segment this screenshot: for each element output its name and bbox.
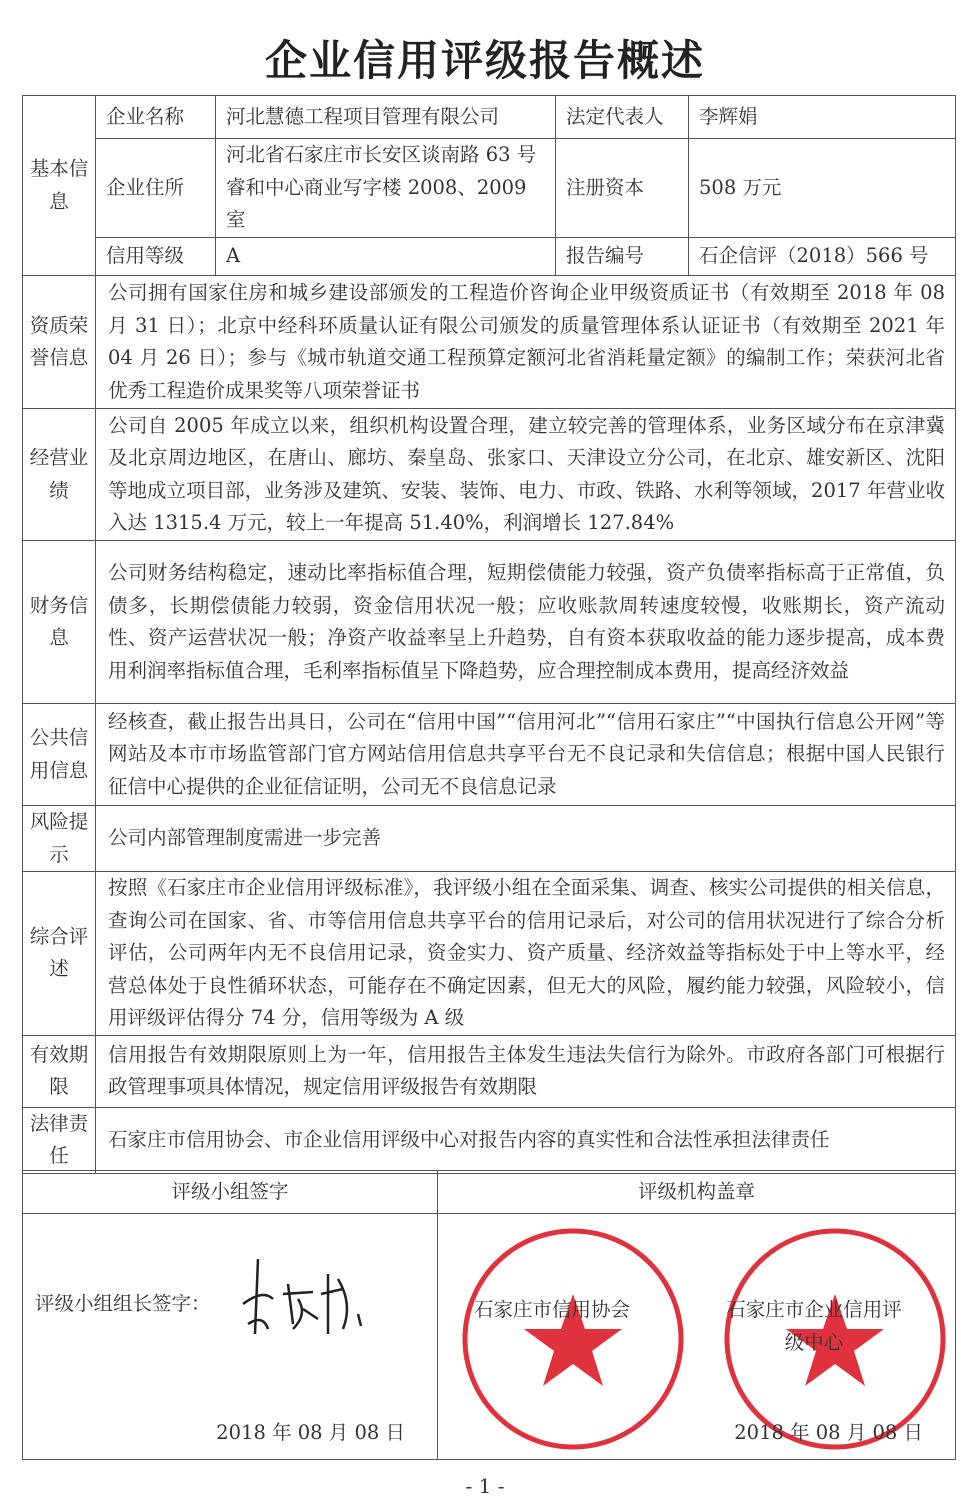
association-seal-icon xyxy=(458,1224,688,1454)
public-credit-text: 经核查，截止报告出具日，公司在“信用中国”“信用河北”“信用石家庄”“中国执行信息公开网”等网站及本市市场监管部门官方网站信用信息共享平台无不良记录和失信信息；根据中国人民银行征信中心提供的企业征信证明，公司无不良信息记录 xyxy=(96,704,956,806)
credit-grade-label: 信用等级 xyxy=(96,238,216,276)
report-number-label: 报告编号 xyxy=(556,238,689,276)
section-label: 资质荣誉信息 xyxy=(23,276,96,409)
seal-date: 2018 年 08 月 08 日 xyxy=(734,1420,923,1444)
report-table xyxy=(22,95,956,1174)
legal-rep: 李辉娟 xyxy=(689,96,956,139)
team-signature-header: 评级小组签字 xyxy=(23,1171,438,1214)
section-label: 综合评述 xyxy=(23,872,96,1036)
qualification-text: 公司拥有国家住房和城乡建设部颁发的工程造价咨询企业甲级资质证书（有效期至 2018 年 08 月 31 日）；北京中经科环质量认证有限公司颁发的质量管理体系认证证书（有效期至 2021 年 04 月 26 日）；参与《城市轨道交通工程预算定额河北省消耗量定额》的编制工作；荣获河北省优秀工程造价成果奖等八项荣誉证书 xyxy=(96,276,956,409)
legal-text: 石家庄市信用协会、市企业信用评级中心对报告内容的真实性和合法性承担法律责任 xyxy=(96,1107,956,1173)
org-seal-header: 评级机构盖章 xyxy=(438,1171,956,1214)
section-label: 法律责任 xyxy=(23,1107,96,1173)
association-name: 石家庄市信用协会 xyxy=(474,1298,631,1321)
address: 河北省石家庄市长安区谈南路 63 号睿和中心商业写字楼 2008、2009 室 xyxy=(216,139,556,238)
summary-text: 按照《石家庄市企业信用评级标准》，我评级小组在全面采集、调查、核实公司提供的相关信息，查询公司在国家、省、市等信用信息共享平台的信用记录后，对公司的信用状况进行了综合分析评估，公司两年内无不良信用记录，资金实力、资产质量、经济效益等指标处于中上等水平，经营总体处于良性循环状态，可能存在不确定因素，但无大的风险，履约能力较强，风险较小，信用评级评估得分 74 分，信用等级为 A 级 xyxy=(96,872,956,1036)
risk-text: 公司内部管理制度需进一步完善 xyxy=(96,806,956,872)
company-name-label: 企业名称 xyxy=(96,96,216,139)
section-label: 有效期限 xyxy=(23,1035,96,1107)
signature-table xyxy=(22,1170,956,1460)
page-number: - 1 - xyxy=(465,1474,505,1498)
company-name: 河北慧德工程项目管理有限公司 xyxy=(216,96,556,139)
signature-date: 2018 年 08 月 08 日 xyxy=(216,1420,405,1444)
section-label: 风险提示 xyxy=(23,806,96,872)
validity-text: 信用报告有效期限原则上为一年，信用报告主体发生违法失信行为除外。市政府各部门可根据行政管理事项具体情况，规定信用评级报告有效期限 xyxy=(96,1035,956,1107)
address-label: 企业住所 xyxy=(96,139,216,238)
performance-text: 公司自 2005 年成立以来，组织机构设置合理，建立较完善的管理体系，业务区域分布在京津冀及北京周边地区，在唐山、廊坊、秦皇岛、张家口、天津设立分公司，在北京、雄安新区、沈阳等地成立项目部，业务涉及建筑、安装、装饰、电力、市政、铁路、水利等领域，2017 年营业收入达 1315.4 万元，较上一年提高 51.40%，利润增长 127.84% xyxy=(96,409,956,541)
capital: 508 万元 xyxy=(689,139,956,238)
basic-info-label: 基本信息 xyxy=(23,96,96,276)
finance-text: 公司财务结构稳定，速动比率指标值合理，短期偿债能力较强，资产负债率指标高于正常值，负债多，长期偿债能力较弱，资金信用状况一般；应收账款周转速度较慢，收账期长，资产流动性、资产运营状况一般；净资产收益率呈上升趋势，自有资本获取收益的能力逐步提高，成本费用利润率指标值合理，毛利率指标值呈下降趋势，应合理控制成本费用，提高经济效益 xyxy=(96,541,956,704)
section-label: 财务信息 xyxy=(23,541,96,704)
page-title: 企业信用评级报告概述 xyxy=(264,36,705,85)
legal-rep-label: 法定代表人 xyxy=(556,96,689,139)
capital-label: 注册资本 xyxy=(556,139,689,238)
section-label: 经营业绩 xyxy=(23,409,96,541)
leader-signature-label: 评级小组组长签字： xyxy=(35,1292,211,1315)
handwritten-signature xyxy=(233,1254,373,1344)
section-label: 公共信用信息 xyxy=(23,704,96,806)
report-number: 石企信评（2018）566 号 xyxy=(689,238,956,276)
rating-center-name: 石家庄市企业信用评级中心 xyxy=(726,1298,902,1354)
credit-grade: A xyxy=(216,238,556,276)
